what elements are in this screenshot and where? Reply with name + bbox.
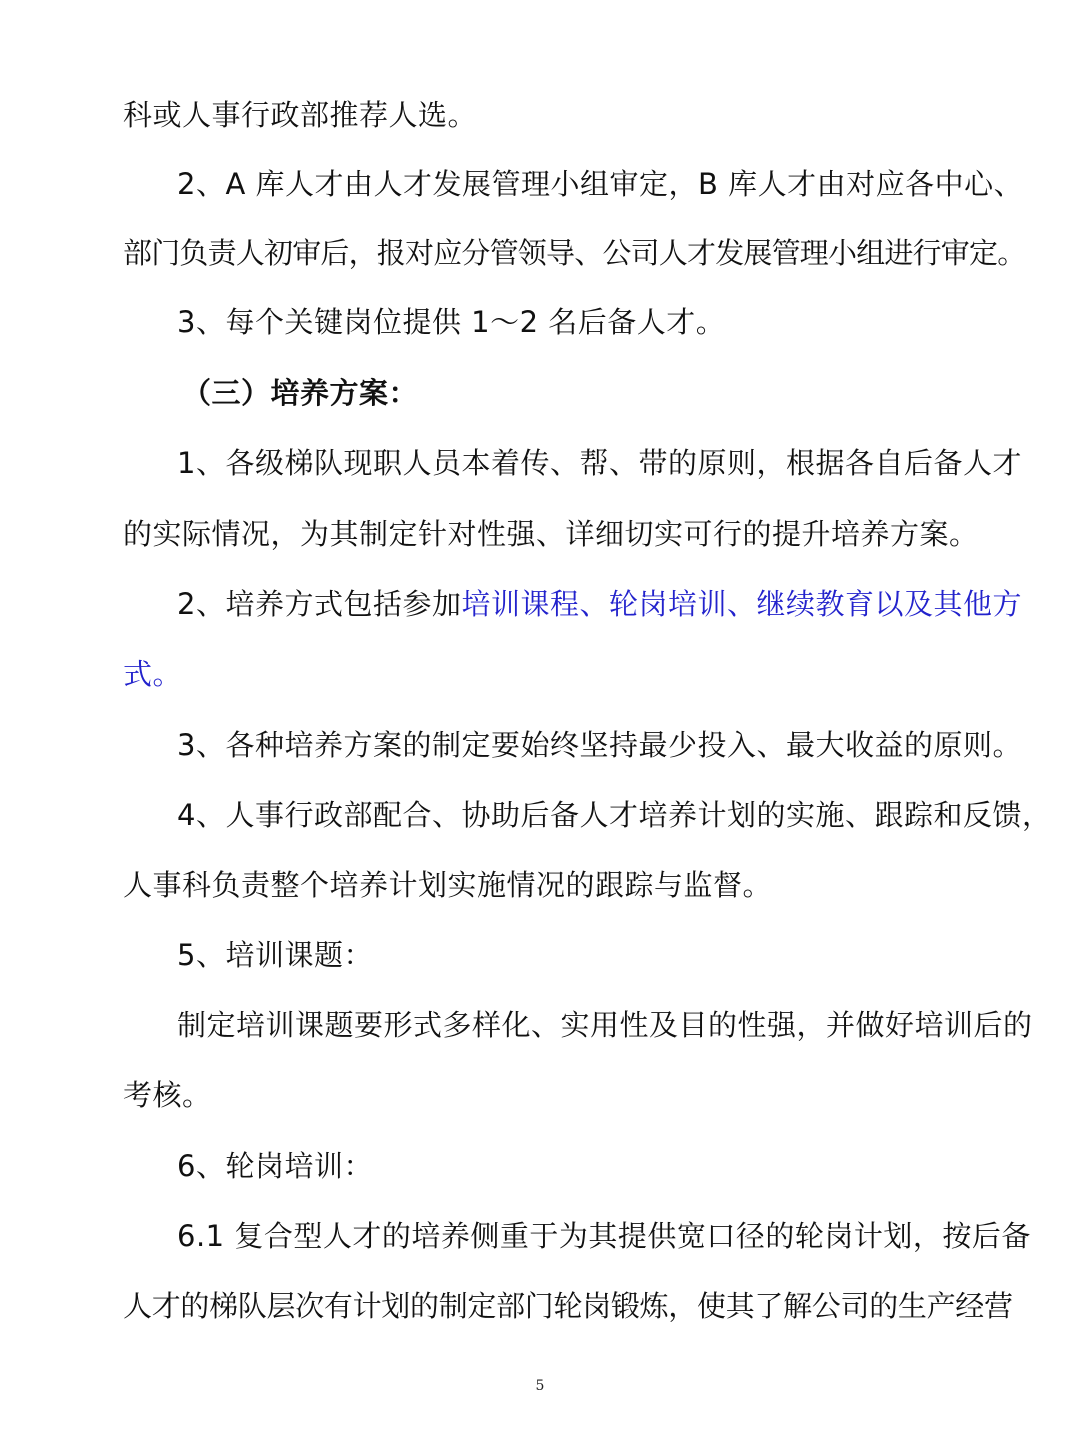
paragraph-line: 4、人事行政部配合、协助后备人才培养计划的实施、跟踪和反馈， — [177, 798, 1052, 832]
paragraph-line: 1、各级梯队现职人员本着传、帮、带的原则，根据各自后备人才 — [177, 446, 1022, 480]
paragraph-line: 科或人事行政部推荐人选。 — [123, 98, 478, 132]
paragraph-line: 5、培训课题： — [177, 938, 373, 972]
page-number: 5 — [535, 1378, 545, 1394]
highlighted-text: 式。 — [123, 657, 183, 691]
paragraph-line: 人事科负责整个培养计划实施情况的跟踪与监督。 — [123, 868, 773, 902]
paragraph-line — [177, 584, 1022, 624]
paragraph-line: 部门负责人初审后，报对应分管领导、公司人才发展管理小组进行审定。 — [123, 236, 1026, 270]
paragraph-line: 3、各种培养方案的制定要始终坚持最少投入、最大收益的原则。 — [177, 728, 1022, 762]
highlighted-text: 培训课程、轮岗培训、继续教育以及其他方 — [461, 587, 1022, 621]
paragraph-line: 6、轮岗培训： — [177, 1149, 373, 1183]
paragraph-line: 人才的梯队层次有计划的制定部门轮岗锻炼，使其了解公司的生产经营 — [123, 1289, 1013, 1323]
paragraph-line: 6.1 复合型人才的培养侧重于为其提供宽口径的轮岗计划，按后备 — [177, 1219, 1031, 1253]
paragraph-line: 考核。 — [123, 1078, 212, 1112]
paragraph-line: 3、每个关键岗位提供 1～2 名后备人才。 — [177, 305, 726, 339]
paragraph-line: 2、A 库人才由人才发展管理小组审定，B 库人才由对应各中心、 — [177, 167, 1024, 201]
paragraph-text: 2、培养方式包括参加 — [177, 587, 462, 621]
paragraph-line: 的实际情况，为其制定针对性强、详细切实可行的提升培养方案。 — [123, 517, 979, 551]
section-heading: （三）培养方案： — [182, 376, 419, 410]
paragraph-line: 制定培训课题要形式多样化、实用性及目的性强，并做好培训后的 — [177, 1008, 1033, 1042]
